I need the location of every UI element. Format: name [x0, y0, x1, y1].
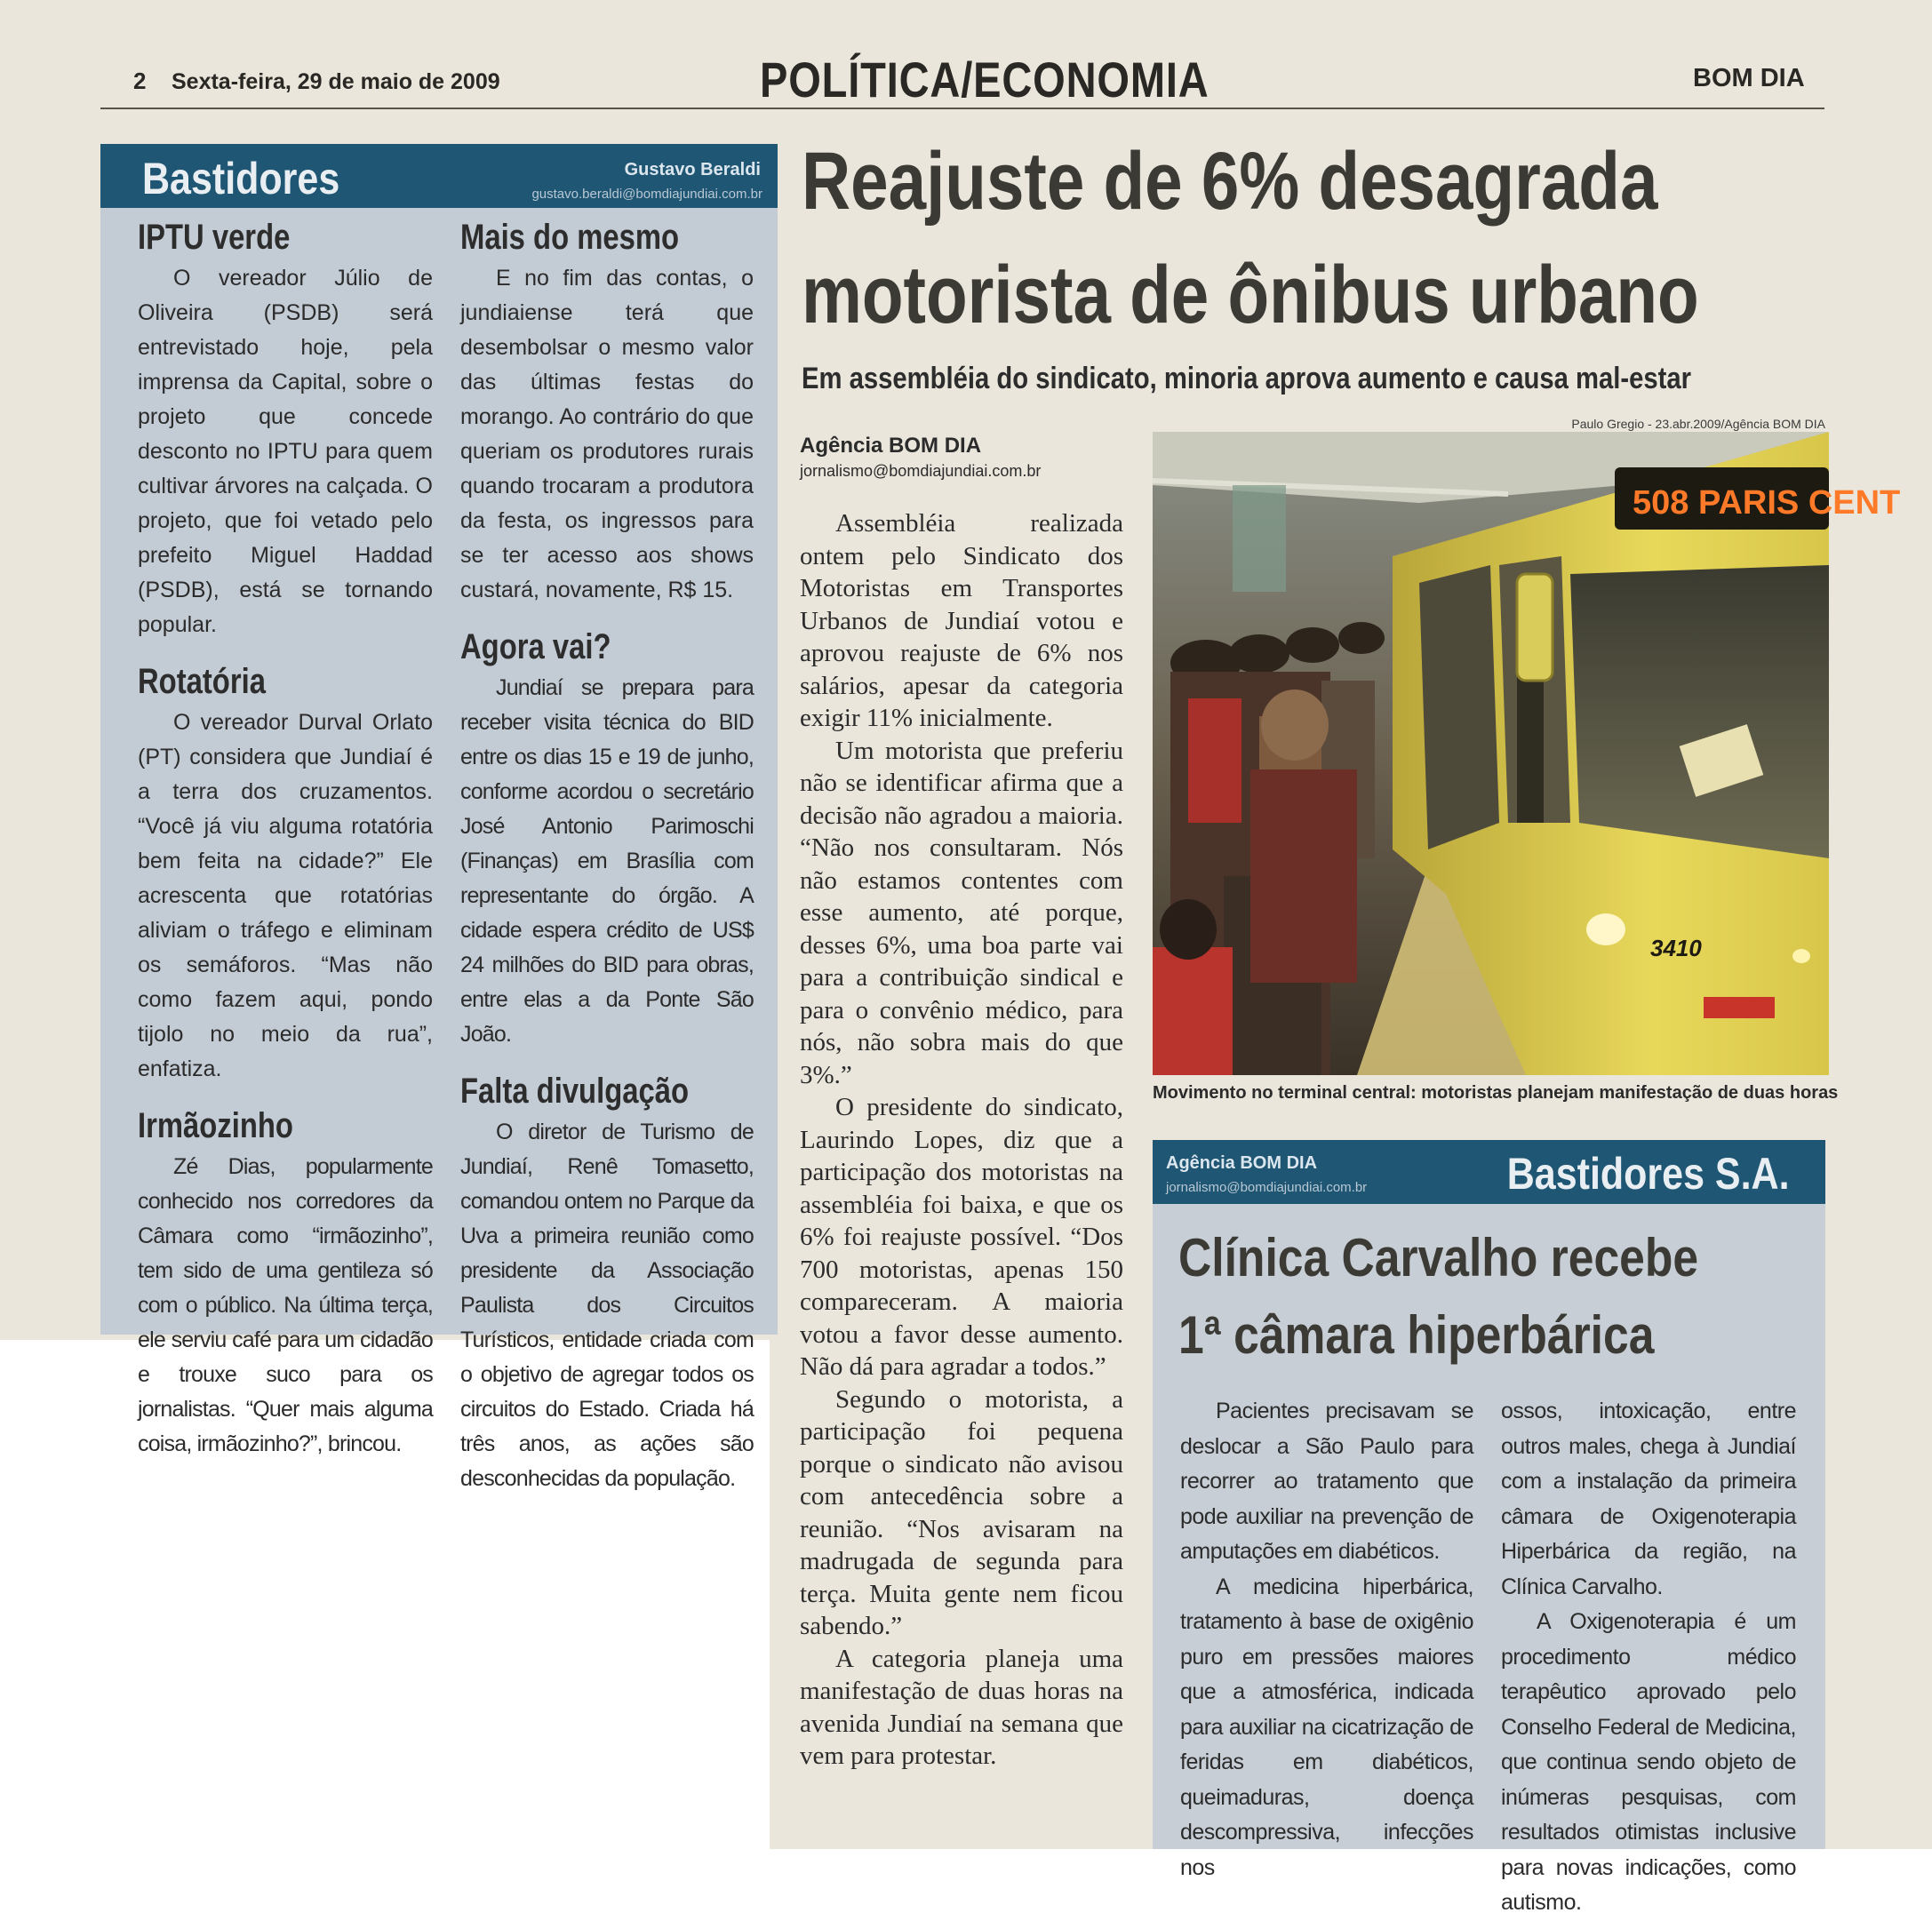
issue-date: Sexta-feira, 29 de maio de 2009: [172, 69, 500, 94]
main-subheadline: Em assembléia do sindicato, minoria aprova aumento e causa mal-estar: [802, 362, 1692, 395]
bus-number-text: 3410: [1650, 935, 1702, 961]
main-headline-line-1: Reajuste de 6% desagrada: [802, 136, 1658, 227]
newspaper-name: BOM DIA: [1693, 64, 1805, 92]
bastidores-column-1: [138, 218, 433, 1462]
item-heading: Falta divulgação: [460, 1072, 690, 1111]
story-paragraph: Um motorista que preferiu não se identificar afirma que a decisão não agradou a maioria. “Não nos consultaram. Nós não estamos contentes com esse aumento, até porque, desses 6%, uma boa parte vai para a contribuição sindical e para o convênio médico, para nós, não sobra mais do que 3%.”: [800, 736, 1123, 1089]
sa-paragraph: A medicina hiperbárica, tratamento à base de oxigênio puro em pressões maiores que a atmosférica, indicada para auxiliar na cicatrização de feridas em diabéticos, queimaduras, doença descompressiva, infecções nos: [1180, 1574, 1473, 1880]
item-text: E no fim das contas, o jundiaiense terá que desembolsar o mesmo valor das últimas festas do morango. Ao contrário do que queriam os produtores rurais quando trocaram a produtora da festa, os ingressos para se ter acesso aos shows custará, novamente, R$ 15.: [460, 266, 754, 602]
item-heading: Mais do mesmo: [460, 218, 680, 257]
section-title: POLÍTICA/ECONOMIA: [760, 52, 1209, 108]
photo-caption: Movimento no terminal central: motoristas planejam manifestação de duas horas: [1153, 1083, 1839, 1103]
main-story-body: [800, 507, 1123, 1773]
bastidores-sa-column-1: [1180, 1394, 1473, 1885]
sa-paragraph: Pacientes precisavam se deslocar a São Paulo para recorrer ao tratamento que pode auxiliar na prevenção de amputações em diabéticos.: [1180, 1399, 1473, 1564]
bastidores-column-2: [460, 218, 754, 1496]
destination-sign-text: 508 PARIS CENT: [1633, 484, 1901, 522]
bastidores-sa-column-2: [1501, 1394, 1796, 1921]
sa-paragraph: A Oxigenoterapia é um procedimento médico terapêutico aprovado pelo Conselho Federal de Medicina, que continua sendo objeto de inúmeras pesquisas, com resultados otimistas inclusive para novas indicações, como autismo.: [1501, 1609, 1796, 1915]
bastidores-title: Bastidores: [142, 154, 340, 203]
bastidores-sa-email[interactable]: jornalismo@bomdiajundiai.com.br: [1166, 1180, 1368, 1195]
main-byline: Agência BOM DIA: [800, 434, 982, 458]
story-paragraph: A categoria planeja uma manifestação de duas horas na avenida Jundiaí na semana que vem para protestar.: [800, 1644, 1123, 1770]
bastidores-sa-agency: Agência BOM DIA: [1166, 1153, 1318, 1173]
page-number: 2: [133, 68, 147, 94]
main-headline-line-2: motorista de ônibus urbano: [802, 250, 1699, 340]
item-text: O vereador Júlio de Oliveira (PSDB) será entrevistado hoje, pela imprensa da Capital, sobre o projeto que concede desconto no IPTU para quem cultivar árvores na calçada. O projeto, que foi vetado pelo prefeito Miguel Haddad (PSDB), está se tornando popular.: [138, 266, 433, 637]
story-paragraph: Segundo o motorista, a participação foi pequena porque o sindicato não avisou com antecedência sobre a reunião. “Nos avisaram na madrugada de segunda para terça. Muita gente nem ficou sabendo.”: [800, 1384, 1123, 1640]
bastidores-author: Gustavo Beraldi: [624, 160, 761, 179]
item-text: O vereador Durval Orlato (PT) considera que Jundiaí é a terra dos cruzamentos. “Você já viu alguma rotatória bem feita na cidade?” Ele acrescenta que rotatórias aliviam o tráfego e eliminam os semáforos. “Mas não como fazem aqui, pondo tijolo no meio da rua”, enfatiza.: [138, 710, 433, 1081]
main-byline-email[interactable]: jornalismo@bomdiajundiai.com.br: [800, 462, 1042, 480]
item-text: O diretor de Turismo de Jundiaí, Renê Tomasetto, comandou ontem no Parque da Uva a primeira reunião como presidente da Associação Paulista dos Circuitos Turísticos, entidade criada com o objetivo de agregar todos os circuitos do Estado. Criada há três anos, as ações são desconhecidas da população.: [460, 1120, 754, 1491]
header-rule: [100, 108, 1824, 109]
bastidores-sa-title: Bastidores S.A.: [1507, 1149, 1790, 1199]
photo-credit: Paulo Gregio - 23.abr.2009/Agência BOM DIA: [1571, 417, 1825, 431]
bastidores-sa-headline-line-1: Clínica Carvalho recebe: [1178, 1228, 1699, 1287]
item-heading: Irmãozinho: [138, 1106, 293, 1145]
item-heading: Agora vai?: [460, 627, 611, 666]
item-heading: Rotatória: [138, 662, 266, 701]
bastidores-sa-headline-line-2: 1ª câmara hiperbárica: [1178, 1305, 1655, 1365]
item-heading: IPTU verde: [138, 218, 291, 257]
bus-photo-illustration: [1153, 432, 1901, 1075]
item-text: Zé Dias, popularmente conhecido nos corredores da Câmara como “irmãozinho”, tem sido de uma gentileza só com o público. Na última terça, ele serviu café para um cidadão e trouxe suco para os jornalistas. “Quer mais alguma coisa, irmãozinho?”, brincou.: [138, 1154, 433, 1456]
bastidores-email[interactable]: gustavo.beraldi@bomdiajundiai.com.br: [531, 187, 762, 202]
story-paragraph: Assembléia realizada ontem pelo Sindicato dos Motoristas em Transportes Urbanos de Jundiaí votou e aprovou reajuste de 6% nos salários, apesar da categoria exigir 11% inicialmente.: [800, 509, 1123, 732]
item-text: Jundiaí se prepara para receber visita técnica do BID entre os dias 15 e 19 de junho, conforme acordou o secretário José Antonio Parimoschi (Finanças) em Brasília com representante do órgão. A cidade espera crédito de US$ 24 milhões do BID para obras, entre elas a da Ponte São João.: [460, 675, 754, 1047]
bus-photo: [1153, 432, 1901, 1075]
sa-paragraph: ossos, intoxicação, entre outros males, chega à Jundiaí com a instalação da primeira câmara de Oxigenoterapia Hiperbárica da região, na Clínica Carvalho.: [1501, 1399, 1796, 1599]
story-paragraph: O presidente do sindicato, Laurindo Lopes, diz que a participação dos motoristas na assembléia foi baixa, e que os 6% foi reajuste possível. “Dos 700 motoristas, apenas 150 compareceram. A maioria votou a favor desse aumento. Não dá para agradar a todos.”: [800, 1093, 1123, 1381]
